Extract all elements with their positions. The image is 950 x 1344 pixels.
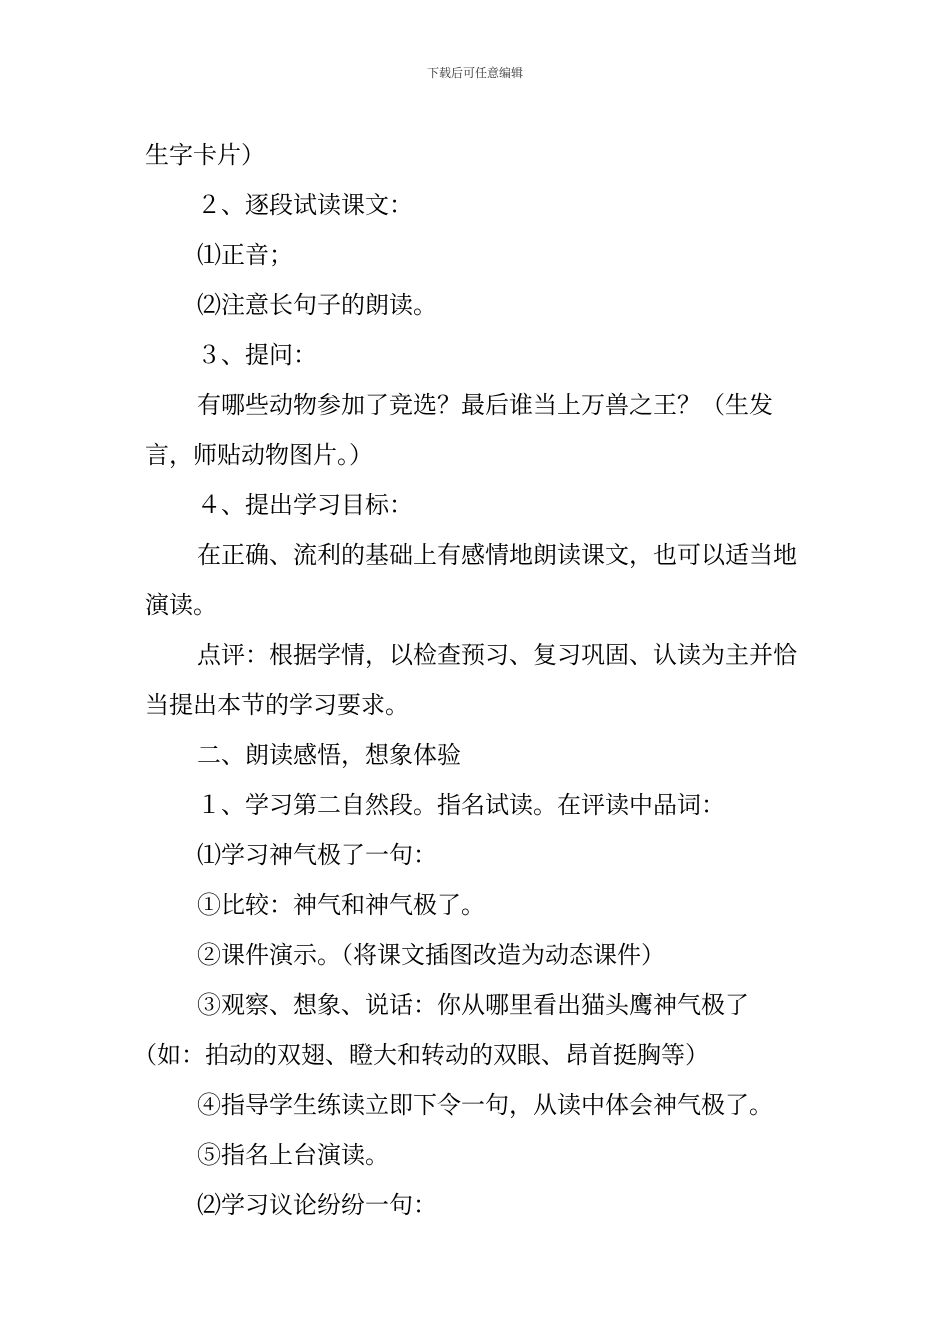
paragraph: ⑵注意长句子的朗读。	[197, 291, 437, 319]
paragraph: ③观察、想象、说话：你从哪里看出猫头鹰神气极了	[197, 991, 749, 1019]
paragraph: ⑴学习神气极了一句：	[197, 841, 437, 869]
paragraph: 生字卡片）	[145, 141, 265, 169]
paragraph: 在正确、流利的基础上有感情地朗读课文，也可以适当地演读。	[145, 541, 797, 619]
paragraph: ②课件演示。（将课文插图改造为动态课件）	[197, 941, 665, 969]
paragraph: １、学习第二自然段。指名试读。在评读中品词：	[197, 791, 725, 819]
document-body	[133, 130, 810, 1230]
paragraph: （如：拍动的双翅、瞪大和转动的双眼、昂首挺胸等）	[133, 1041, 709, 1069]
paragraph: ３、提问：	[197, 341, 317, 369]
paragraph: ⑵学习议论纷纷一句：	[197, 1191, 437, 1219]
paragraph: ⑴正音；	[197, 241, 293, 269]
paragraph: 有哪些动物参加了竞选？最后谁当上万兽之王？（生发言，师贴动物图片。）	[145, 391, 773, 469]
paragraph: ④指导学生练读立即下令一句，从读中体会神气极了。	[197, 1091, 773, 1119]
page-header: 下载后可任意编辑	[426, 66, 523, 80]
paragraph: ４、提出学习目标：	[197, 491, 413, 519]
paragraph: ①比较：神气和神气极了。	[197, 891, 485, 919]
paragraph: ２、逐段试读课文：	[197, 191, 413, 219]
paragraph: ⑤指名上台演读。	[197, 1141, 389, 1169]
paragraph: 二、朗读感悟，想象体验	[197, 741, 461, 769]
paragraph: 点评：根据学情，以检查预习、复习巩固、认读为主并恰当提出本节的学习要求。	[145, 641, 797, 719]
